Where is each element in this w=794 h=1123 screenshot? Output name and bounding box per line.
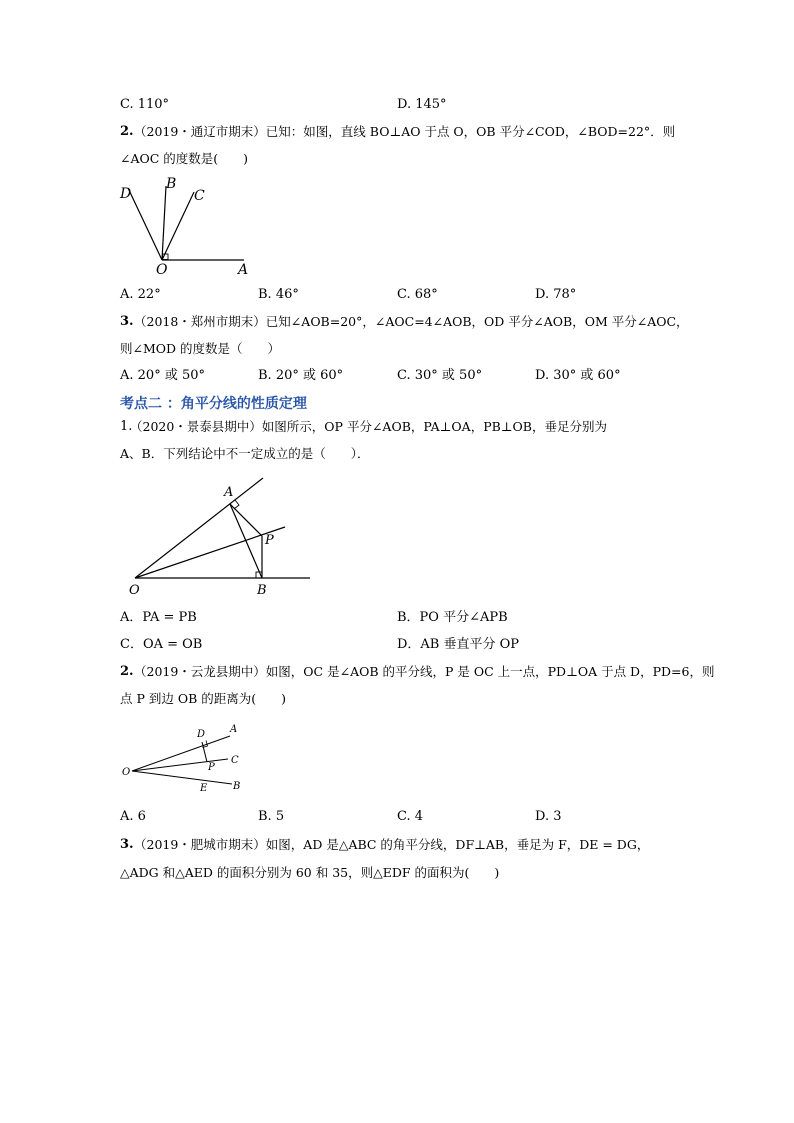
label-b: B xyxy=(233,781,241,792)
figure-angle-bisector-opab xyxy=(125,470,315,600)
figure-angle-bisector-oc xyxy=(120,718,250,796)
label-c: C xyxy=(231,755,239,766)
label-e: E xyxy=(200,783,208,794)
option-b: B. 46° xyxy=(258,287,299,302)
option-d: D. 30° 或 60° xyxy=(535,368,621,383)
question-number: 2. xyxy=(120,664,134,679)
figure-angle-bod xyxy=(118,176,254,278)
option-d: D. 145° xyxy=(397,97,447,112)
question-text: （2018・郑州市期末）已知∠AOB=20°，∠AOC=4∠AOB，OD 平分∠AOB，OM 平分∠AOC， xyxy=(134,314,689,329)
question-text: △ADG 和△AED 的面积分别为 60 和 35，则△EDF 的面积为( ) xyxy=(120,865,500,880)
label-a: A xyxy=(224,485,234,500)
option-c: C. 30° 或 50° xyxy=(397,368,483,383)
segment-ab xyxy=(230,504,262,578)
option-b: B. 5 xyxy=(258,809,285,824)
label-o: O xyxy=(122,767,131,778)
line-oc xyxy=(162,192,194,260)
label-d: D xyxy=(197,729,206,740)
question-number: 3. xyxy=(120,837,134,852)
option-d: D. 3 xyxy=(535,809,562,824)
right-angle-mark-a xyxy=(234,500,239,509)
question-text: （2020・景泰县期中）如图所示，OP 平分∠AOB，PA⊥OA，PB⊥OB，垂足分别为 xyxy=(130,419,607,434)
option-a: A．PA = PB xyxy=(120,610,197,625)
question-text: （2019・肥城市期末）如图，AD 是△ABC 的角平分线，DF⊥AB，垂足为 F，DE = DG， xyxy=(134,837,650,852)
question-number: 3. xyxy=(120,314,134,329)
question-text: A、B．下列结论中不一定成立的是（ ）． xyxy=(120,446,370,461)
label-p: P xyxy=(208,762,215,773)
option-a: A. 20° 或 50° xyxy=(120,368,206,383)
question-text: （2019・通辽市期末）已知：如图，直线 BO⊥AO 于点 O，OB 平分∠COD，∠BOD=22°．则 xyxy=(134,124,676,139)
question-text: ∠AOC 的度数是( ) xyxy=(120,151,249,166)
label-c: C xyxy=(194,188,205,204)
option-d: D. 78° xyxy=(535,287,577,302)
option-b: B．PO 平分∠APB xyxy=(397,610,508,625)
question-text: 则∠MOD 的度数是（ ） xyxy=(120,341,281,356)
option-c: C．OA = OB xyxy=(120,637,203,652)
question-text: 点 P 到边 OB 的距离为( ) xyxy=(120,691,286,706)
question-text: （2019・云龙县期中）如图，OC 是∠AOB 的平分线，P 是 OC 上一点，PD⊥OA 于点 D，PD=6，则 xyxy=(134,664,715,679)
option-c: C. 68° xyxy=(397,287,438,302)
line-ob xyxy=(162,186,166,260)
label-a: A xyxy=(230,724,238,735)
option-b: B. 20° 或 60° xyxy=(258,368,344,383)
option-a: A. 6 xyxy=(120,809,146,824)
ray-oa xyxy=(132,736,230,771)
label-a: A xyxy=(238,262,249,278)
line-od xyxy=(128,188,162,260)
section-heading: 考点二 ：角平分线的性质定理 xyxy=(120,396,307,412)
label-d: D xyxy=(120,186,132,202)
label-b: B xyxy=(166,176,177,192)
label-o: O xyxy=(129,583,140,598)
option-d: D．AB 垂直平分 OP xyxy=(397,637,520,652)
label-b: B xyxy=(257,583,267,598)
question-number: 1. xyxy=(120,419,133,434)
label-o: O xyxy=(156,262,168,278)
option-a: A. 22° xyxy=(120,287,161,302)
option-c: C. 110° xyxy=(120,97,170,112)
ray-oa xyxy=(135,478,263,578)
label-p: P xyxy=(265,533,274,548)
ray-ob xyxy=(132,771,232,784)
question-number: 2. xyxy=(120,124,134,139)
option-c: C. 4 xyxy=(397,809,424,824)
